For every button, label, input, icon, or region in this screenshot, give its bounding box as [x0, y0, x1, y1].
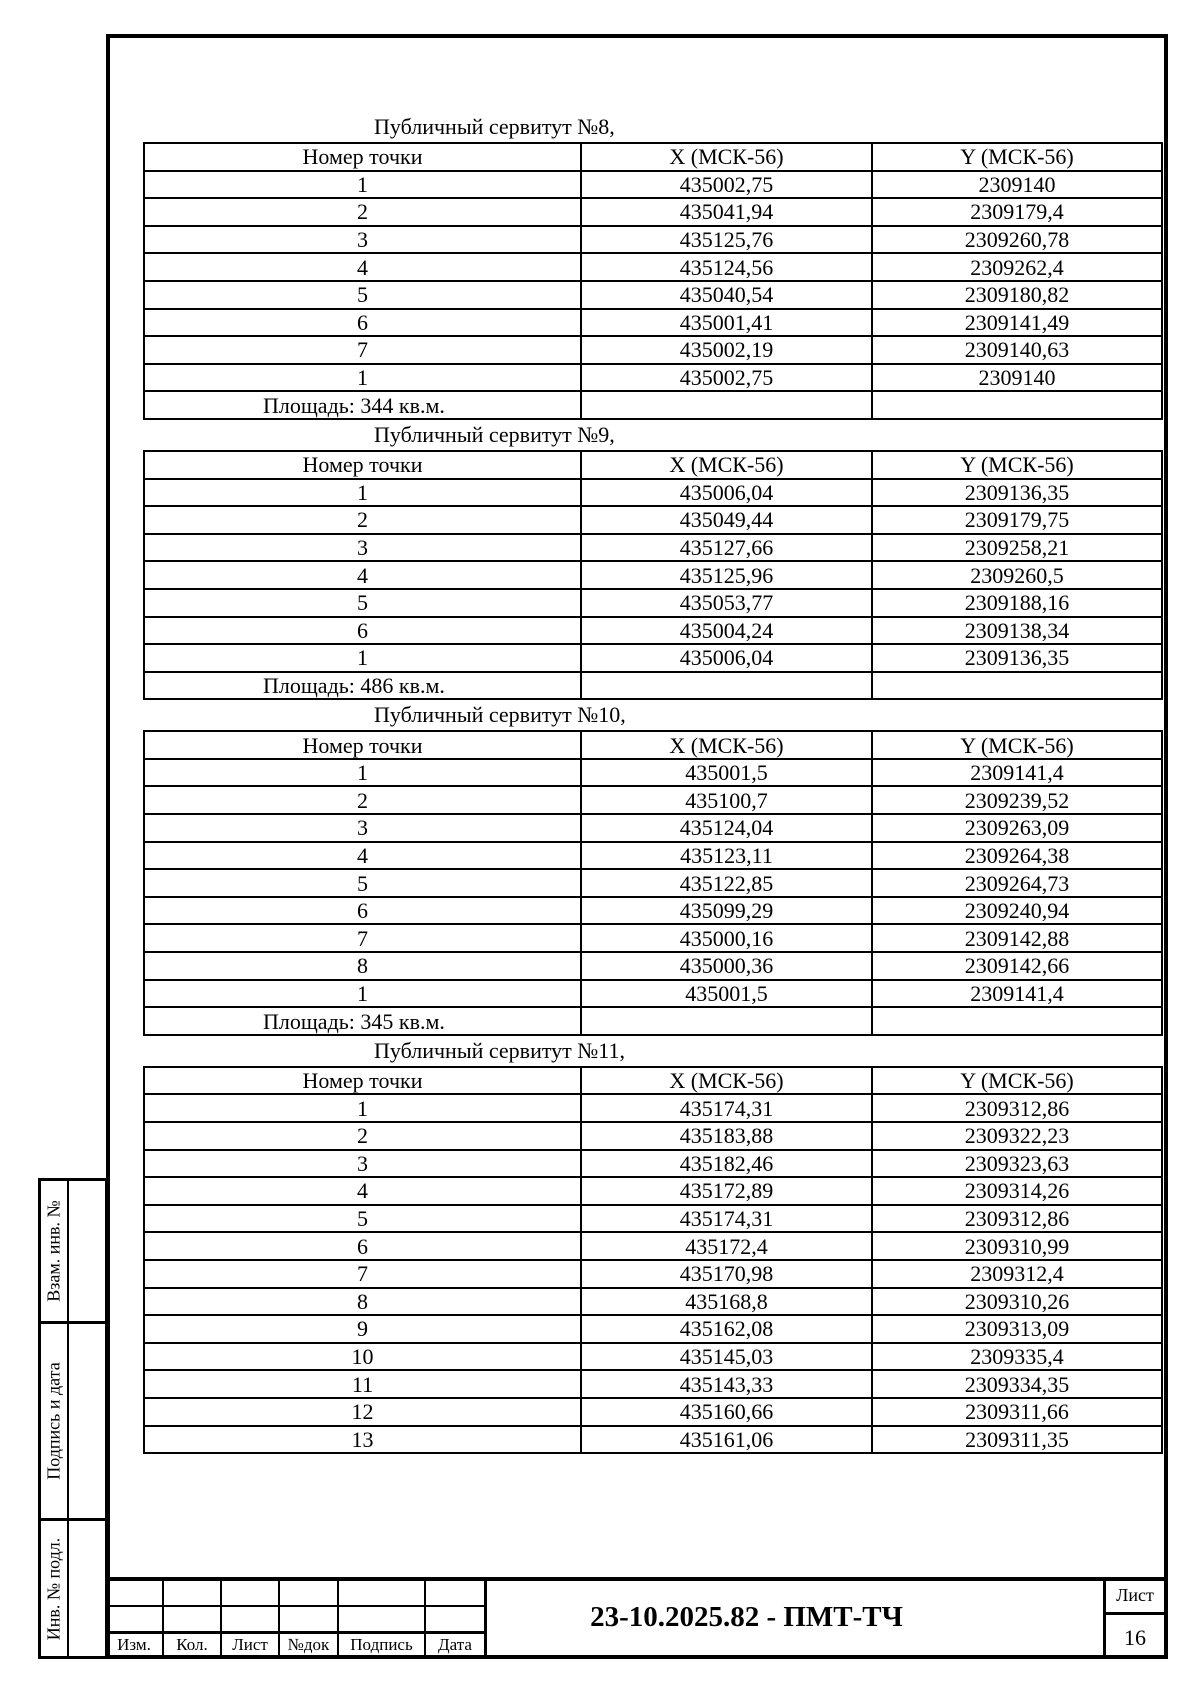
x-coordinate-cell: 435125,76 [581, 226, 872, 254]
y-coordinate-cell: 2309179,4 [872, 198, 1162, 226]
point-number-cell: 9 [144, 1315, 581, 1343]
y-coordinate-cell: 2309311,35 [872, 1426, 1162, 1454]
x-coordinate-cell: 435123,11 [581, 842, 872, 870]
x-coordinate-cell: 435122,85 [581, 869, 872, 897]
table-header-row [144, 451, 1162, 479]
y-coordinate-cell: 2309140,63 [872, 336, 1162, 364]
table-row [144, 281, 1162, 309]
y-coordinate-cell: 2309313,09 [872, 1315, 1162, 1343]
coordinates-table [143, 450, 1163, 700]
table-row [144, 198, 1162, 226]
point-number-cell: 7 [144, 924, 581, 952]
section-title: Публичный сервитут №9, [374, 421, 615, 447]
x-coordinate-cell: 435124,04 [581, 814, 872, 842]
y-coordinate-cell: 2309188,16 [872, 589, 1162, 617]
table-row [144, 786, 1162, 814]
point-number-cell: 2 [144, 506, 581, 534]
x-coordinate-cell: 435183,88 [581, 1122, 872, 1150]
y-coordinate-cell: 2309310,99 [872, 1232, 1162, 1260]
x-coordinate-cell: 435002,75 [581, 171, 872, 199]
column-header: Номер точки [144, 731, 581, 759]
empty-cell [872, 672, 1162, 700]
table-row [144, 869, 1162, 897]
table-row [144, 617, 1162, 645]
strip-original-inv [38, 1518, 108, 1659]
table-row [144, 1343, 1162, 1371]
column-header: Y (МСК-56) [872, 731, 1162, 759]
y-coordinate-cell: 2309142,66 [872, 952, 1162, 980]
title-block-header-sheet: Лист [232, 1635, 268, 1654]
point-number-cell: 5 [144, 869, 581, 897]
x-coordinate-cell: 435000,16 [581, 924, 872, 952]
x-coordinate-cell: 435160,66 [581, 1398, 872, 1426]
point-number-cell: 4 [144, 253, 581, 281]
y-coordinate-cell: 2309179,75 [872, 506, 1162, 534]
point-number-cell: 11 [144, 1370, 581, 1398]
label-replaced-inv: Взам. инв. № [43, 1200, 64, 1302]
column-header: X (МСК-56) [581, 1067, 872, 1095]
y-coordinate-cell: 2309258,21 [872, 534, 1162, 562]
table-row [144, 1150, 1162, 1178]
empty-cell [581, 1007, 872, 1035]
y-coordinate-cell: 2309141,49 [872, 309, 1162, 337]
y-coordinate-cell: 2309312,86 [872, 1094, 1162, 1122]
section-title: Публичный сервитут №10, [374, 702, 626, 728]
point-number-cell: 4 [144, 561, 581, 589]
empty-cell [581, 391, 872, 419]
table-row [144, 1426, 1162, 1454]
area-cell: Площадь: 345 кв.м. [144, 1007, 581, 1035]
table-row [144, 479, 1162, 507]
x-coordinate-cell: 435002,19 [581, 336, 872, 364]
x-coordinate-cell: 435000,36 [581, 952, 872, 980]
column-header: Номер точки [144, 1067, 581, 1095]
point-number-cell: 5 [144, 589, 581, 617]
x-coordinate-cell: 435145,03 [581, 1343, 872, 1371]
table-header-row [144, 143, 1162, 171]
x-coordinate-cell: 435174,31 [581, 1205, 872, 1233]
column-header: Номер точки [144, 451, 581, 479]
table-row [144, 814, 1162, 842]
column-header: X (МСК-56) [581, 143, 872, 171]
point-number-cell: 12 [144, 1398, 581, 1426]
y-coordinate-cell: 2309136,35 [872, 644, 1162, 672]
point-number-cell: 4 [144, 842, 581, 870]
table-row [144, 336, 1162, 364]
coordinates-table [143, 142, 1163, 420]
point-number-cell: 8 [144, 1288, 581, 1316]
x-coordinate-cell: 435001,5 [581, 980, 872, 1008]
x-coordinate-cell: 435143,33 [581, 1370, 872, 1398]
table-row [144, 1370, 1162, 1398]
x-coordinate-cell: 435161,06 [581, 1426, 872, 1454]
x-coordinate-cell: 435001,41 [581, 309, 872, 337]
y-coordinate-cell: 2309335,4 [872, 1343, 1162, 1371]
table-row [144, 226, 1162, 254]
y-coordinate-cell: 2309142,88 [872, 924, 1162, 952]
empty-cell [872, 391, 1162, 419]
table-header-row [144, 1067, 1162, 1095]
table-row [144, 897, 1162, 925]
y-coordinate-cell: 2309263,09 [872, 814, 1162, 842]
y-coordinate-cell: 2309239,52 [872, 786, 1162, 814]
area-cell: Площадь: 344 кв.м. [144, 391, 581, 419]
point-number-cell: 2 [144, 1122, 581, 1150]
y-coordinate-cell: 2309141,4 [872, 980, 1162, 1008]
point-number-cell: 3 [144, 814, 581, 842]
point-number-cell: 6 [144, 897, 581, 925]
sheet-label: Лист [1116, 1585, 1154, 1605]
x-coordinate-cell: 435100,7 [581, 786, 872, 814]
table-row [144, 309, 1162, 337]
x-coordinate-cell: 435127,66 [581, 534, 872, 562]
table-row [144, 1260, 1162, 1288]
y-coordinate-cell: 2309334,35 [872, 1370, 1162, 1398]
point-number-cell: 2 [144, 786, 581, 814]
x-coordinate-cell: 435162,08 [581, 1315, 872, 1343]
point-number-cell: 10 [144, 1343, 581, 1371]
x-coordinate-cell: 435006,04 [581, 479, 872, 507]
point-number-cell: 1 [144, 759, 581, 787]
y-coordinate-cell: 2309310,26 [872, 1288, 1162, 1316]
table-row [144, 171, 1162, 199]
point-number-cell: 1 [144, 644, 581, 672]
column-header: Y (МСК-56) [872, 1067, 1162, 1095]
y-coordinate-cell: 2309264,38 [872, 842, 1162, 870]
document-content [143, 112, 1161, 1454]
point-number-cell: 1 [144, 980, 581, 1008]
y-coordinate-cell: 2309312,4 [872, 1260, 1162, 1288]
strip-replaced-inv [38, 1178, 108, 1324]
section-title: Публичный сервитут №8, [374, 114, 615, 139]
point-number-cell: 6 [144, 617, 581, 645]
coordinates-table [143, 1066, 1163, 1454]
table-row [144, 253, 1162, 281]
table-row [144, 534, 1162, 562]
y-coordinate-cell: 2309240,94 [872, 897, 1162, 925]
table-row [144, 1232, 1162, 1260]
table-row [144, 561, 1162, 589]
y-coordinate-cell: 2309264,73 [872, 869, 1162, 897]
x-coordinate-cell: 435002,75 [581, 364, 872, 392]
x-coordinate-cell: 435053,77 [581, 589, 872, 617]
point-number-cell: 1 [144, 364, 581, 392]
y-coordinate-cell: 2309180,82 [872, 281, 1162, 309]
x-coordinate-cell: 435174,31 [581, 1094, 872, 1122]
point-number-cell: 7 [144, 1260, 581, 1288]
table-row [144, 589, 1162, 617]
table-row [144, 1205, 1162, 1233]
x-coordinate-cell: 435124,56 [581, 253, 872, 281]
table-header-row [144, 731, 1162, 759]
area-row [144, 391, 1162, 419]
x-coordinate-cell: 435172,4 [581, 1232, 872, 1260]
area-row [144, 672, 1162, 700]
title-block-header-doc: №док [287, 1635, 330, 1654]
point-number-cell: 3 [144, 1150, 581, 1178]
x-coordinate-cell: 435125,96 [581, 561, 872, 589]
y-coordinate-cell: 2309260,5 [872, 561, 1162, 589]
title-block-header-signature: Подпись [350, 1635, 413, 1654]
x-coordinate-cell: 435168,8 [581, 1288, 872, 1316]
point-number-cell: 1 [144, 1094, 581, 1122]
point-number-cell: 8 [144, 952, 581, 980]
x-coordinate-cell: 435099,29 [581, 897, 872, 925]
section-title: Публичный сервитут №11, [374, 1037, 625, 1063]
table-row [144, 924, 1162, 952]
table-row [144, 980, 1162, 1008]
y-coordinate-cell: 2309323,63 [872, 1150, 1162, 1178]
column-header: X (МСК-56) [581, 731, 872, 759]
column-header: X (МСК-56) [581, 451, 872, 479]
y-coordinate-cell: 2309260,78 [872, 226, 1162, 254]
table-row [144, 1094, 1162, 1122]
y-coordinate-cell: 2309136,35 [872, 479, 1162, 507]
area-row [144, 1007, 1162, 1035]
x-coordinate-cell: 435170,98 [581, 1260, 872, 1288]
point-number-cell: 1 [144, 479, 581, 507]
table-row [144, 952, 1162, 980]
y-coordinate-cell: 2309138,34 [872, 617, 1162, 645]
point-number-cell: 13 [144, 1426, 581, 1454]
table-row [144, 1122, 1162, 1150]
table-row [144, 759, 1162, 787]
y-coordinate-cell: 2309322,23 [872, 1122, 1162, 1150]
empty-cell [581, 672, 872, 700]
title-block-header-count: Кол. [176, 1635, 208, 1654]
y-coordinate-cell: 2309262,4 [872, 253, 1162, 281]
point-number-cell: 7 [144, 336, 581, 364]
table-row [144, 644, 1162, 672]
document-code: 23-10.2025.82 - ПМТ-ТЧ [590, 1601, 903, 1633]
label-signature-date: Подпись и дата [43, 1362, 64, 1480]
title-block [106, 1577, 1168, 1659]
point-number-cell: 5 [144, 281, 581, 309]
point-number-cell: 1 [144, 171, 581, 199]
x-coordinate-cell: 435001,5 [581, 759, 872, 787]
y-coordinate-cell: 2309312,86 [872, 1205, 1162, 1233]
x-coordinate-cell: 435172,89 [581, 1177, 872, 1205]
x-coordinate-cell: 435040,54 [581, 281, 872, 309]
sheet-number: 16 [1124, 1625, 1146, 1650]
label-original-inv: Инв. № подл. [43, 1537, 64, 1640]
empty-cell [872, 1007, 1162, 1035]
point-number-cell: 2 [144, 198, 581, 226]
title-block-header-change: Изм. [117, 1635, 151, 1654]
point-number-cell: 3 [144, 534, 581, 562]
x-coordinate-cell: 435182,46 [581, 1150, 872, 1178]
table-row [144, 1288, 1162, 1316]
y-coordinate-cell: 2309140 [872, 171, 1162, 199]
table-row [144, 364, 1162, 392]
column-header: Y (МСК-56) [872, 143, 1162, 171]
x-coordinate-cell: 435049,44 [581, 506, 872, 534]
table-row [144, 1315, 1162, 1343]
y-coordinate-cell: 2309311,66 [872, 1398, 1162, 1426]
area-cell: Площадь: 486 кв.м. [144, 672, 581, 700]
x-coordinate-cell: 435041,94 [581, 198, 872, 226]
strip-signature-date [38, 1321, 108, 1521]
coordinates-table [143, 730, 1163, 1036]
point-number-cell: 6 [144, 1232, 581, 1260]
x-coordinate-cell: 435006,04 [581, 644, 872, 672]
table-row [144, 842, 1162, 870]
y-coordinate-cell: 2309140 [872, 364, 1162, 392]
point-number-cell: 6 [144, 309, 581, 337]
y-coordinate-cell: 2309141,4 [872, 759, 1162, 787]
point-number-cell: 5 [144, 1205, 581, 1233]
point-number-cell: 3 [144, 226, 581, 254]
column-header: Y (МСК-56) [872, 451, 1162, 479]
y-coordinate-cell: 2309314,26 [872, 1177, 1162, 1205]
column-header: Номер точки [144, 143, 581, 171]
table-row [144, 506, 1162, 534]
x-coordinate-cell: 435004,24 [581, 617, 872, 645]
point-number-cell: 4 [144, 1177, 581, 1205]
table-row [144, 1177, 1162, 1205]
title-block-header-date: Дата [438, 1635, 472, 1654]
table-row [144, 1398, 1162, 1426]
